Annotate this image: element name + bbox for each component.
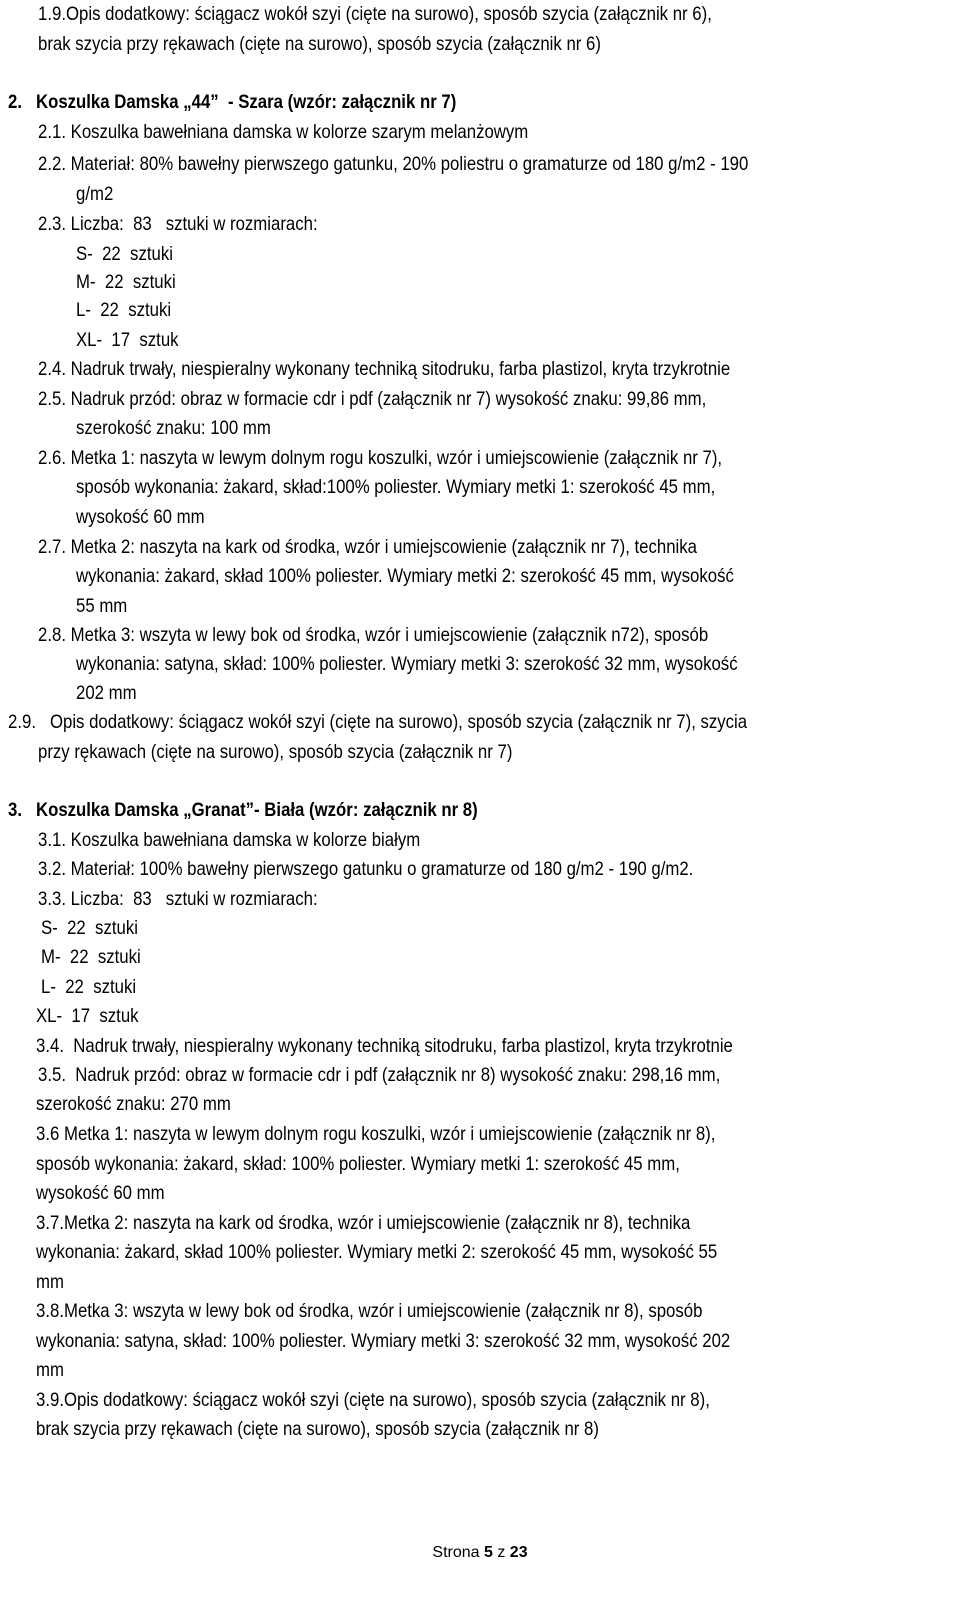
- text-line: wykonania: satyna, skład: 100% poliester. Wymiary metki 3: szerokość 32 mm, wysokość: [76, 653, 738, 675]
- text-line: 3.2. Materiał: 100% bawełny pierwszego gatunku o gramaturze od 180 g/m2 - 190 g/m2.: [38, 858, 694, 880]
- text-line: 202 mm: [76, 682, 137, 704]
- text-line: 3.5. Nadruk przód: obraz w formacie cdr i pdf (załącznik nr 8) wysokość znaku: 298,16 mm,: [38, 1064, 721, 1086]
- text-line: mm: [36, 1359, 64, 1381]
- text-line: 3.9.Opis dodatkowy: ściągacz wokół szyi (cięte na surowo), sposób szycia (załącznik nr 8),: [36, 1389, 710, 1411]
- text-line: 2.1. Koszulka bawełniana damska w kolorze szarym melanżowym: [38, 121, 529, 143]
- text-line: 1.9.Opis dodatkowy: ściągacz wokół szyi (cięte na surowo), sposób szycia (załącznik nr 6),: [38, 3, 712, 25]
- text-line: 2.8. Metka 3: wszyta w lewy bok od środka, wzór i umiejscowienie (załącznik n72), sposób: [38, 624, 709, 646]
- text-line: wysokość 60 mm: [36, 1182, 165, 1204]
- text-line: brak szycia przy rękawach (cięte na surowo), sposób szycia (załącznik nr 6): [38, 33, 601, 55]
- size-line: S- 22 sztuki: [76, 243, 173, 265]
- text-line: 2.9. Opis dodatkowy: ściągacz wokół szyi (cięte na surowo), sposób szycia (załącznik nr 7), szycia: [8, 711, 748, 733]
- text-line: 3.6 Metka 1: naszyta w lewym dolnym rogu koszulki, wzór i umiejscowienie (załącznik nr 8),: [36, 1123, 716, 1145]
- section-heading: 2. Koszulka Damska „44” - Szara (wzór: załącznik nr 7): [8, 91, 457, 113]
- size-line: L- 22 sztuki: [41, 976, 137, 998]
- size-line: M- 22 sztuki: [41, 946, 141, 968]
- text-line: 2.7. Metka 2: naszyta na kark od środka, wzór i umiejscowienie (załącznik nr 7), technika: [38, 536, 697, 558]
- footer-separator: z: [497, 1544, 506, 1561]
- text-line: 2.2. Materiał: 80% bawełny pierwszego gatunku, 20% poliestru o gramaturze od 180 g/m2 - 190: [38, 153, 749, 175]
- text-line: 2.5. Nadruk przód: obraz w formacie cdr i pdf (załącznik nr 7) wysokość znaku: 99,86 mm,: [38, 388, 707, 410]
- text-line: przy rękawach (cięte na surowo), sposób szycia (załącznik nr 7): [38, 741, 513, 763]
- footer-page-total: 23: [509, 1544, 528, 1561]
- size-line: M- 22 sztuki: [76, 271, 176, 293]
- text-line: 3.7.Metka 2: naszyta na kark od środka, wzór i umiejscowienie (załącznik nr 8), technika: [36, 1212, 691, 1234]
- size-line: S- 22 sztuki: [41, 917, 138, 939]
- text-line: brak szycia przy rękawach (cięte na surowo), sposób szycia (załącznik nr 8): [36, 1418, 599, 1440]
- text-line: 2.3. Liczba: 83 sztuki w rozmiarach:: [38, 213, 318, 235]
- text-line: 3.1. Koszulka bawełniana damska w kolorze białym: [38, 829, 421, 851]
- size-line: XL- 17 sztuk: [76, 329, 179, 351]
- text-line: 2.6. Metka 1: naszyta w lewym dolnym rogu koszulki, wzór i umiejscowienie (załącznik nr 7),: [38, 447, 723, 469]
- footer-page-number: 5: [483, 1544, 493, 1561]
- footer-prefix: Strona: [432, 1544, 480, 1561]
- text-line: szerokość znaku: 100 mm: [76, 417, 271, 439]
- text-line: sposób wykonania: żakard, skład:100% poliester. Wymiary metki 1: szerokość 45 mm,: [76, 476, 716, 498]
- size-line: XL- 17 sztuk: [36, 1005, 139, 1027]
- text-line: wykonania: żakard, skład 100% poliester. Wymiary metki 2: szerokość 45 mm, wysokość 55: [36, 1241, 718, 1263]
- text-line: 3.8.Metka 3: wszyta w lewy bok od środka, wzór i umiejscowienie (załącznik nr 8), sposób: [36, 1300, 703, 1322]
- text-line: wysokość 60 mm: [76, 506, 205, 528]
- page-footer: [0, 1543, 960, 1563]
- text-line: wykonania: satyna, skład: 100% poliester. Wymiary metki 3: szerokość 32 mm, wysokość 202: [36, 1330, 731, 1352]
- text-line: g/m2: [76, 183, 114, 205]
- size-line: L- 22 sztuki: [76, 299, 172, 321]
- text-line: 55 mm: [76, 595, 128, 617]
- section-heading: 3. Koszulka Damska „Granat”- Biała (wzór: załącznik nr 8): [8, 799, 478, 821]
- text-line: wykonania: żakard, skład 100% poliester. Wymiary metki 2: szerokość 45 mm, wysokość: [76, 565, 734, 587]
- text-line: 3.4. Nadruk trwały, niespieralny wykonany techniką sitodruku, farba plastizol, kryta trzykrotnie: [36, 1035, 733, 1057]
- text-line: sposób wykonania: żakard, skład: 100% poliester. Wymiary metki 1: szerokość 45 mm,: [36, 1153, 680, 1175]
- text-line: 3.3. Liczba: 83 sztuki w rozmiarach:: [38, 888, 318, 910]
- text-line: szerokość znaku: 270 mm: [36, 1093, 231, 1115]
- text-line: 2.4. Nadruk trwały, niespieralny wykonany techniką sitodruku, farba plastizol, kryta trzykrotnie: [38, 358, 731, 380]
- text-line: mm: [36, 1271, 64, 1293]
